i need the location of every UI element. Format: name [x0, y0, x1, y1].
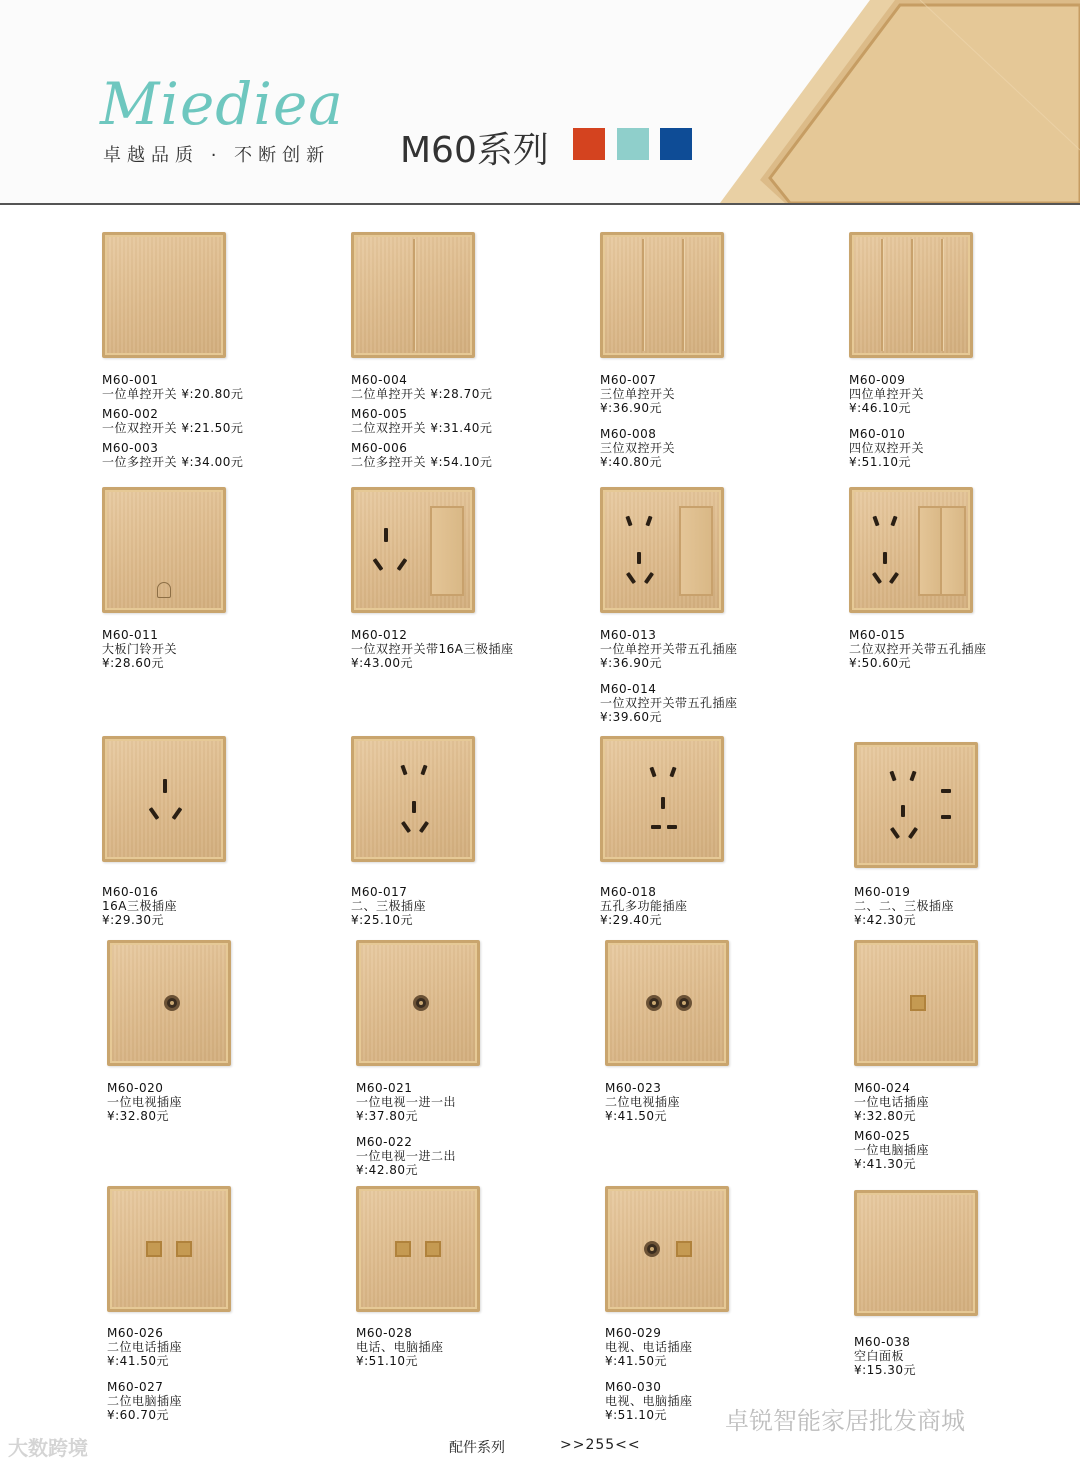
product-label: M60-017 二、三极插座 ¥:25.10元 — [351, 885, 427, 927]
product-label: M60-020 一位电视插座 ¥:32.80元 — [107, 1081, 183, 1123]
product-plate-phone-computer-socket — [356, 1186, 480, 1312]
watermark-left: 大数跨境 — [8, 1436, 88, 1460]
bell-icon — [157, 582, 171, 598]
watermark-right: 卓锐智能家居批发商城 — [725, 1407, 965, 1435]
page-number: >>255<< — [560, 1437, 641, 1453]
product-label: M60-009 四位单控开关 ¥:46.10元 M60-010 四位双控开关 ¥:51.10元 — [849, 373, 925, 469]
product-label: M60-011 大板门铃开关 ¥:28.60元 — [102, 628, 178, 670]
product-plate-phone-socket — [854, 940, 978, 1066]
product-plate-doorbell-switch — [102, 487, 226, 613]
product-label: M60-013 一位单控开关带五孔插座 ¥:36.90元 M60-014 一位双控开关带五孔插座 ¥:39.60元 — [600, 628, 738, 724]
product-plate-2gang-tv-socket — [605, 940, 729, 1066]
product-label: M60-038 空白面板 ¥:15.30元 — [854, 1335, 917, 1377]
brand-tagline: 卓越品质 · 不断创新 — [103, 145, 331, 166]
product-plate-1gang-switch — [102, 232, 226, 358]
product-label: M60-029 电视、电话插座 ¥:41.50元 M60-030 电视、电脑插座 ¥:51.10元 — [605, 1326, 693, 1422]
product-label: M60-024 一位电话插座 ¥:32.80元 M60-025 一位电脑插座 ¥:41.30元 — [854, 1081, 930, 1171]
product-plate-5hole-multifunction-socket — [600, 736, 724, 862]
product-label: M60-004 二位单控开关 ¥:28.70元 M60-005 二位双控开关 ¥:31.40元 M60-006 二位多控开关 ¥:54.10元 — [351, 373, 493, 469]
product-plate-tv-socket-pass — [356, 940, 480, 1066]
product-label: M60-018 五孔多功能插座 ¥:29.40元 — [600, 885, 688, 927]
header-divider — [0, 203, 1080, 205]
brand-logo: Miediea — [100, 70, 344, 138]
product-plate-switch-with-3pin-socket — [351, 487, 475, 613]
catalog-header — [0, 0, 1080, 203]
product-plate-switch-with-5pin-socket — [600, 487, 724, 613]
product-label: M60-012 一位双控开关带16A三极插座 ¥:43.00元 — [351, 628, 514, 670]
product-plate-2gang-switch-with-5pin-socket — [849, 487, 973, 613]
product-plate-tv-socket — [107, 940, 231, 1066]
product-plate-3gang-switch — [600, 232, 724, 358]
product-label: M60-007 三位单控开关 ¥:36.90元 M60-008 三位双控开关 ¥:40.80元 — [600, 373, 676, 469]
color-swatch-blue — [660, 128, 692, 160]
series-title: M60系列 — [400, 130, 549, 171]
product-label: M60-028 电话、电脑插座 ¥:51.10元 — [356, 1326, 444, 1368]
product-label: M60-016 16A三极插座 ¥:29.30元 — [102, 885, 177, 927]
product-plate-2-2-3pin-socket — [854, 742, 978, 868]
footer-section-label: 配件系列 — [449, 1440, 505, 1456]
product-plate-4gang-switch — [849, 232, 973, 358]
color-swatch-teal — [617, 128, 649, 160]
product-label: M60-001 一位单控开关 ¥:20.80元 M60-002 一位双控开关 ¥:21.50元 M60-003 一位多控开关 ¥:34.00元 — [102, 373, 244, 469]
product-label: M60-023 二位电视插座 ¥:41.50元 — [605, 1081, 681, 1123]
product-plate-2gang-switch — [351, 232, 475, 358]
color-swatch-red — [573, 128, 605, 160]
product-label: M60-026 二位电话插座 ¥:41.50元 M60-027 二位电脑插座 ¥:60.70元 — [107, 1326, 183, 1422]
product-label: M60-021 一位电视一进一出 ¥:37.80元 M60-022 一位电视一进二出 ¥:42.80元 — [356, 1081, 457, 1177]
product-plate-2gang-phone-socket — [107, 1186, 231, 1312]
product-label: M60-015 二位双控开关带五孔插座 ¥:50.60元 — [849, 628, 987, 670]
product-label: M60-019 二、二、三极插座 ¥:42.30元 — [854, 885, 955, 927]
decorative-gold-panel — [720, 0, 1080, 203]
product-plate-blank-panel — [854, 1190, 978, 1316]
product-plate-16a-3pin-socket — [102, 736, 226, 862]
product-plate-tv-phone-socket — [605, 1186, 729, 1312]
product-plate-2-3pin-socket — [351, 736, 475, 862]
